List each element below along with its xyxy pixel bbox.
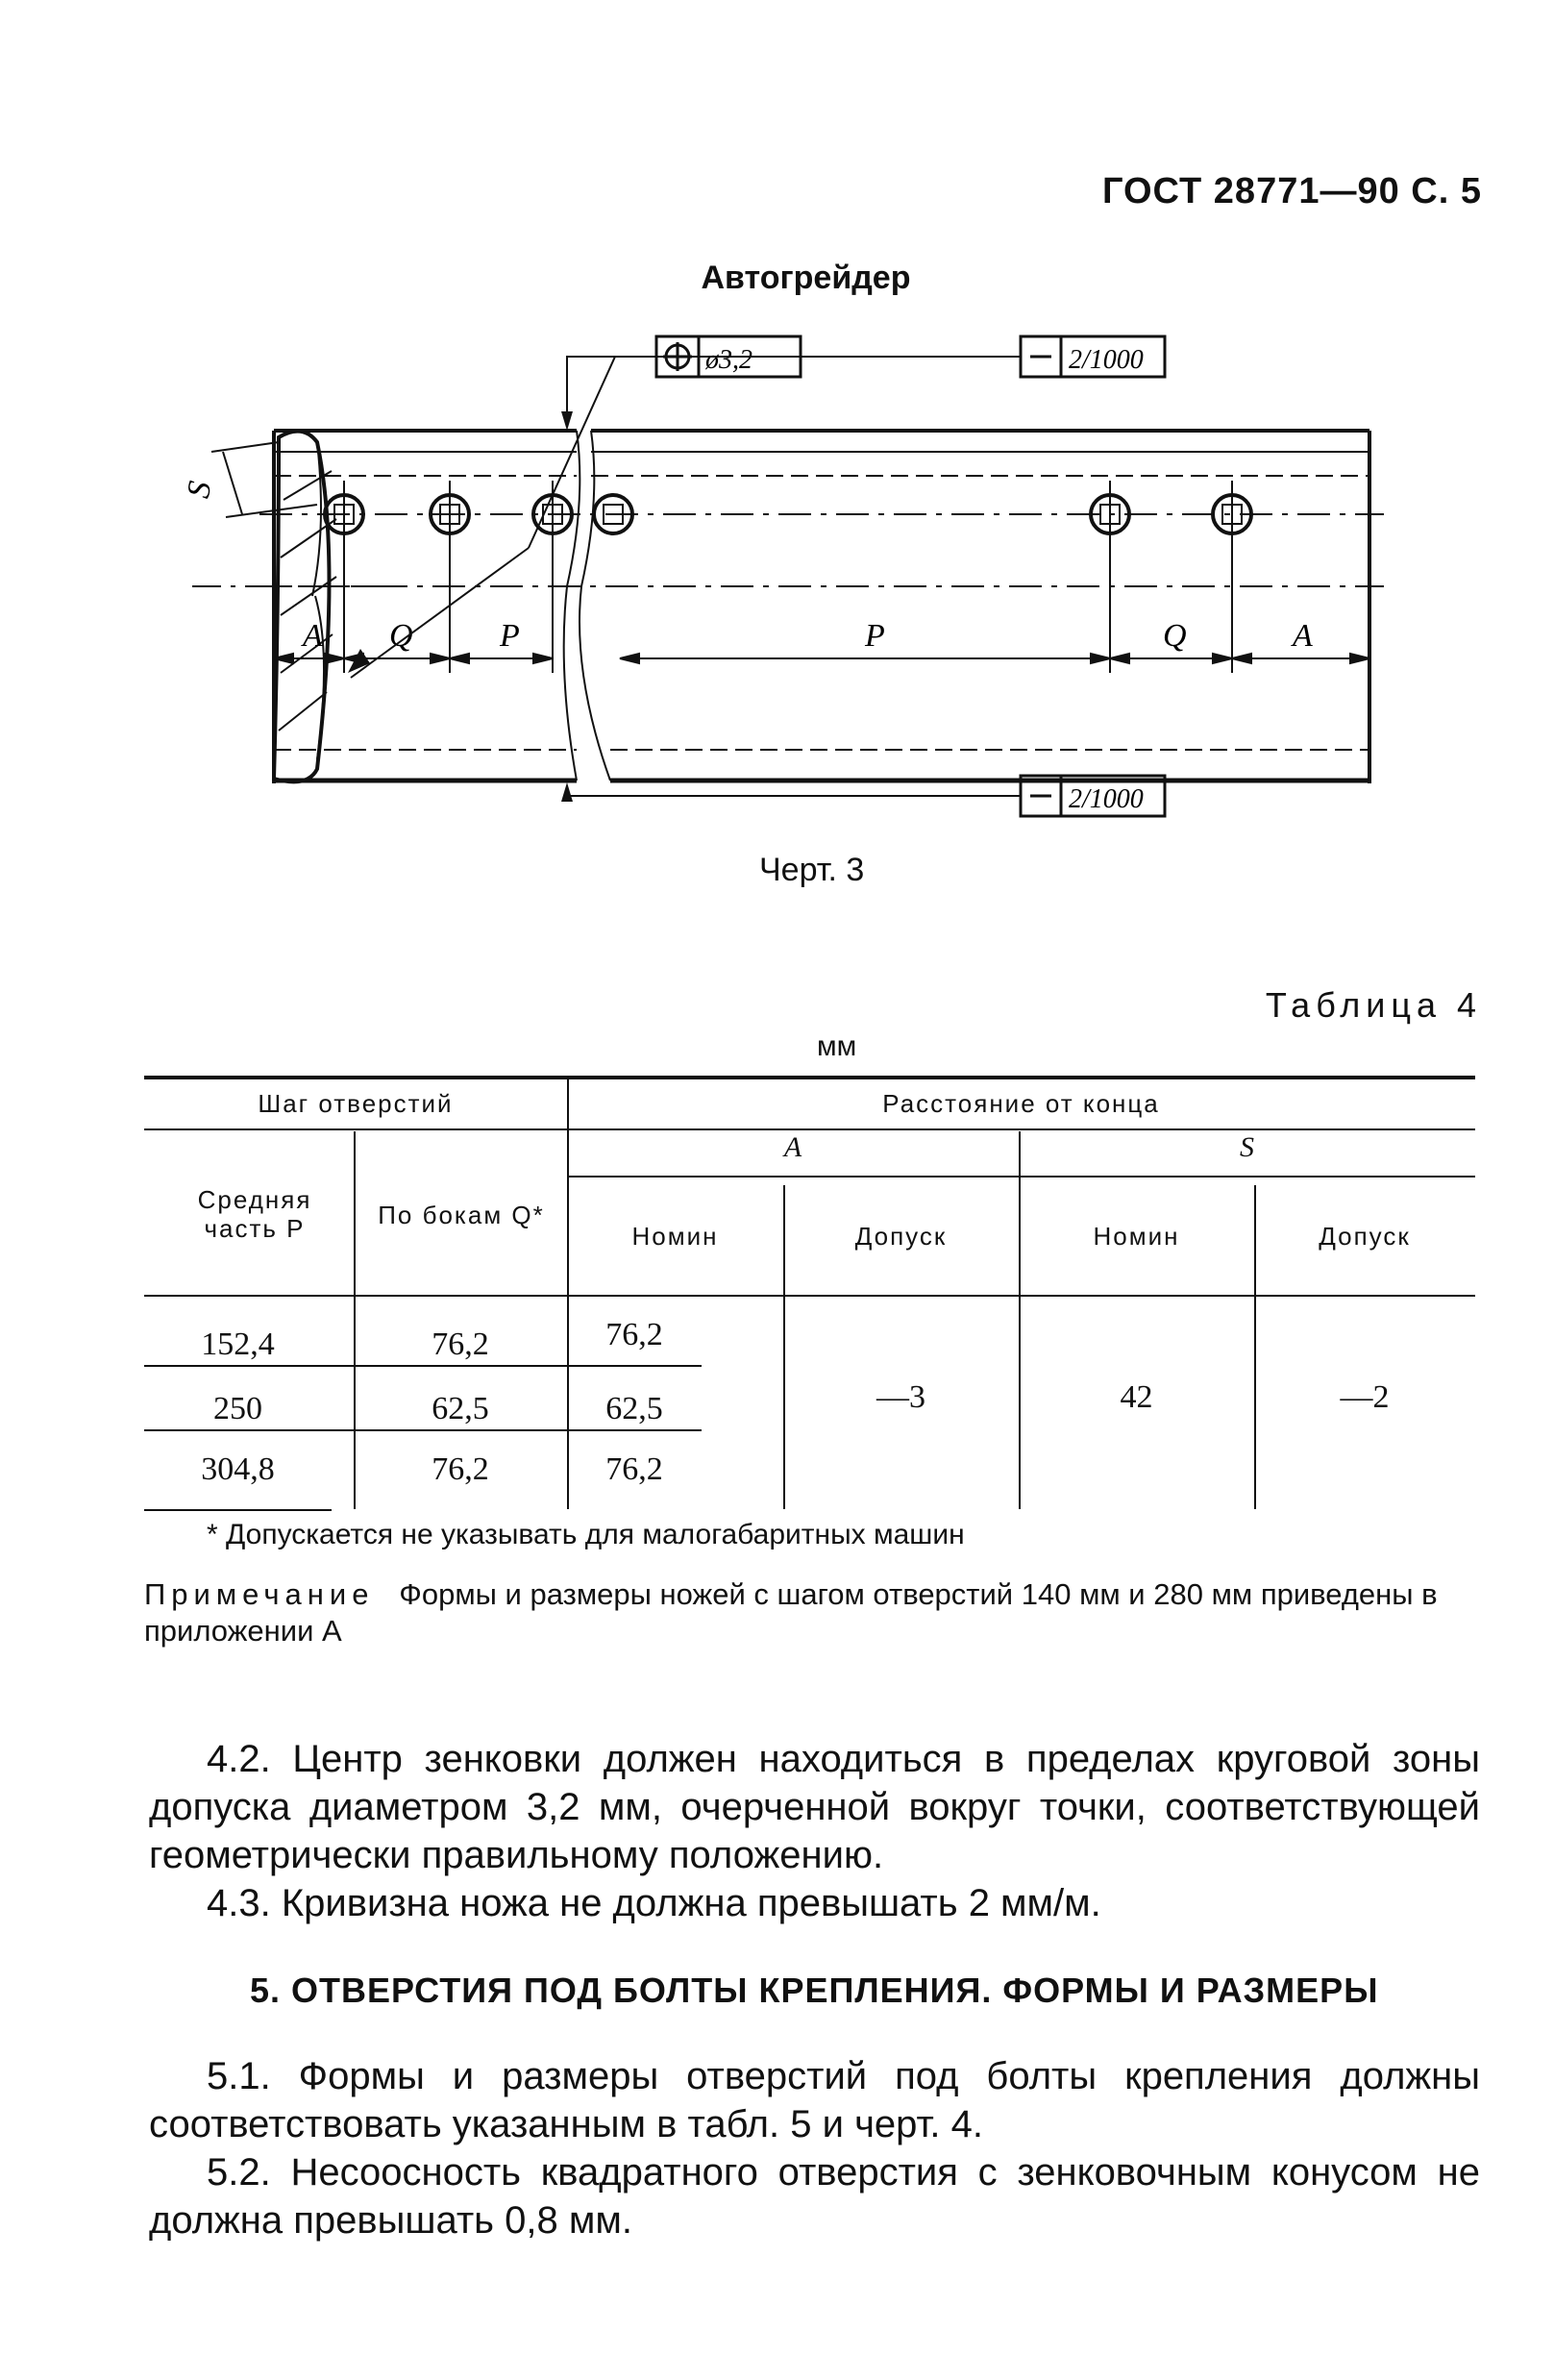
th-pitch-group: Шаг отверстий [258, 1089, 454, 1118]
table-4 [144, 1072, 1475, 1514]
cell-s-nom: 42 [1120, 1379, 1153, 1415]
cell-s-tol: —2 [1340, 1379, 1390, 1415]
label-p-left: P [500, 618, 520, 654]
figure-title: Автогрейдер [701, 260, 911, 296]
table-label: Таблица 4 [1265, 985, 1482, 1025]
blade-cross-section [192, 432, 384, 782]
label-q-left: Q [389, 618, 413, 654]
page-header: ГОСТ 28771—90 С. 5 [1101, 171, 1482, 211]
paragraph-4-2-text: 4.2. Центр зенковки должен находиться в пределах круговой зоны допуска диаметром 3,2 мм, очерченной вокруг точки, соответствующей геометрически правильному положению. [149, 1738, 1480, 1876]
note-lead: Примечание [144, 1577, 375, 1611]
holes [325, 481, 1251, 673]
label-s: S [180, 478, 219, 502]
cell-p-2: 250 [213, 1391, 262, 1426]
paragraph-4-3 [149, 1879, 1480, 1927]
tol-position-value: ø3,2 [705, 345, 752, 375]
cell-q-3: 76,2 [432, 1451, 489, 1487]
label-a-left: A [303, 618, 323, 654]
position-tolerance-frame [348, 336, 801, 678]
cell-q-2: 62,5 [432, 1391, 489, 1426]
label-q-right: Q [1163, 618, 1187, 654]
blade-right-segment [580, 431, 1369, 783]
cell-p-1: 152,4 [201, 1326, 275, 1362]
dimension-lines [274, 654, 1369, 663]
table-units: мм [817, 1030, 857, 1062]
paragraph-4-2 [149, 1735, 1480, 1879]
th-tol-s: Допуск [1319, 1222, 1411, 1251]
cell-p-3: 304,8 [201, 1451, 275, 1487]
cell-a-tol: —3 [876, 1379, 925, 1415]
tol-flatness-top-value: 2/1000 [1069, 345, 1144, 375]
technical-drawing [173, 308, 1422, 846]
table-footnote: * Допускается не указывать для малогабаритных машин [207, 1519, 965, 1550]
paragraph-5-1 [149, 2052, 1480, 2148]
paragraph-5-2 [149, 2148, 1480, 2244]
th-nom-a: Номин [631, 1222, 719, 1251]
tol-flatness-bottom-value: 2/1000 [1069, 784, 1144, 814]
cell-a-3: 76,2 [605, 1451, 663, 1487]
paragraph-4-3-text: 4.3. Кривизна ножа не должна превышать 2 мм/м. [207, 1882, 1101, 1924]
th-col-a: A [783, 1131, 802, 1163]
th-sides-q: По бокам Q* [378, 1201, 545, 1229]
figure-caption: Черт. 3 [759, 852, 865, 888]
label-p-right: P [865, 618, 885, 654]
paragraph-5-2-text: 5.2. Несоосность квадратного отверстия с зенковочным конусом не должна превышать 0,8 мм. [149, 2151, 1480, 2242]
th-middle-p: Средняя часть P [197, 1185, 312, 1243]
th-tol-a: Допуск [854, 1222, 948, 1251]
cell-q-1: 76,2 [432, 1326, 489, 1362]
table-note [144, 1576, 1480, 1649]
th-col-s: S [1240, 1131, 1254, 1163]
cell-a-2: 62,5 [605, 1391, 663, 1426]
th-distance-group: Расстояние от конца [882, 1089, 1160, 1118]
label-a-right: A [1293, 618, 1313, 654]
note-text: Формы и размеры ножей с шагом отверстий 140 мм и 280 мм приведены в приложении А [144, 1577, 1438, 1648]
th-nom-s: Номин [1093, 1222, 1180, 1251]
section-5-title: 5. ОТВЕРСТИЯ ПОД БОЛТЫ КРЕПЛЕНИЯ. ФОРМЫ И РАЗМЕРЫ [250, 1971, 1379, 2010]
cell-a-1: 76,2 [605, 1317, 663, 1352]
paragraph-5-1-text: 5.1. Формы и размеры отверстий под болты крепления должны соответствовать указанным в табл. 5 и черт. 4. [149, 2055, 1480, 2145]
